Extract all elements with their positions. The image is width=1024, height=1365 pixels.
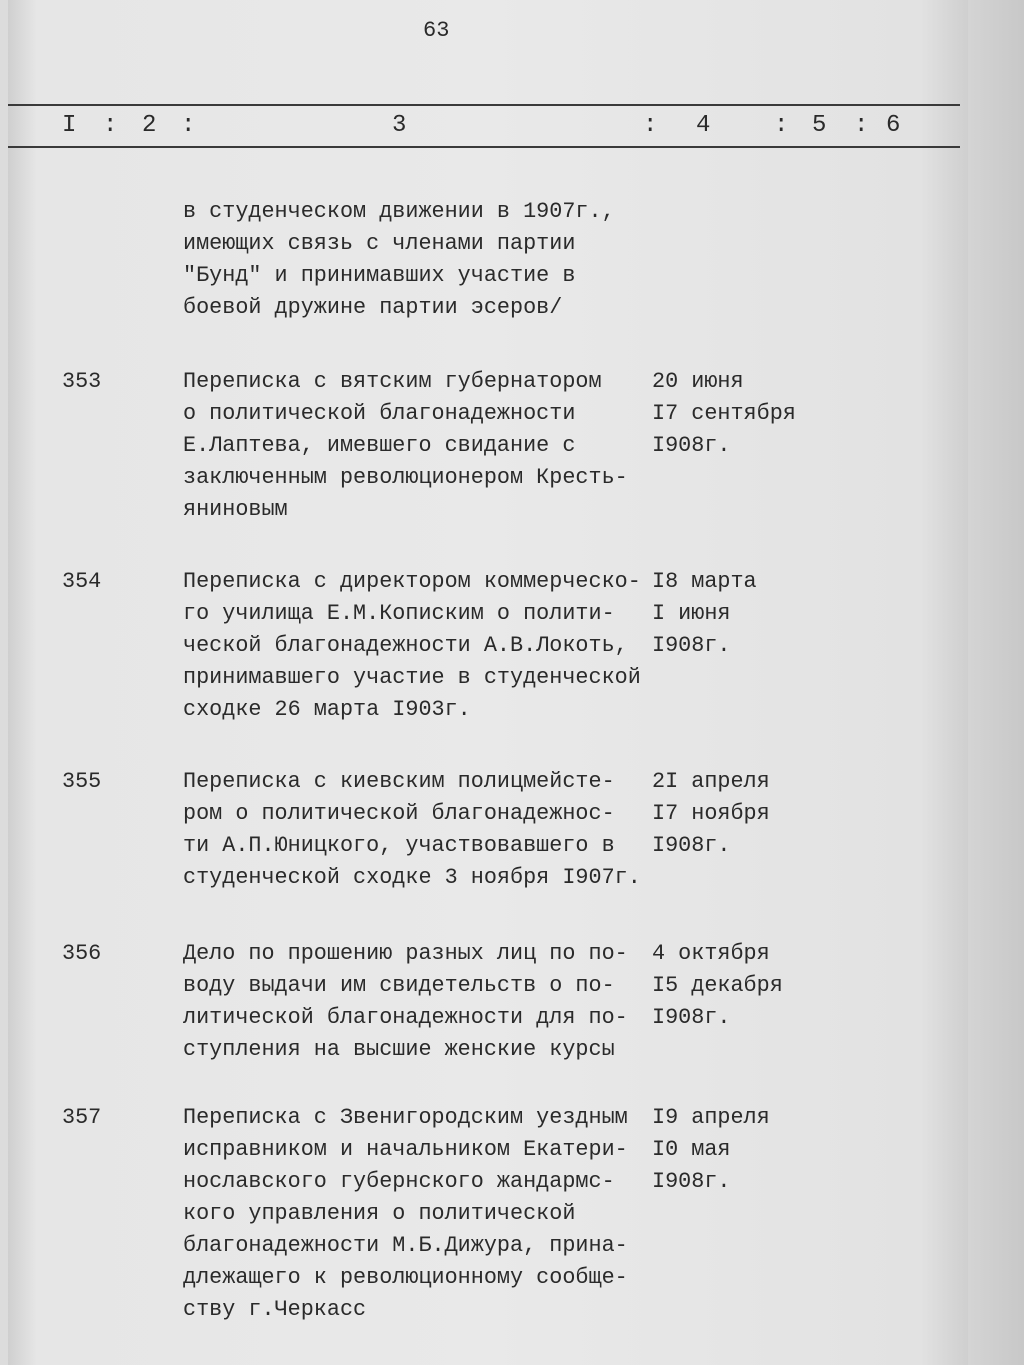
text-line: ти А.П.Юницкого, участвовавшего в: [183, 833, 615, 858]
text-line: имеющих связь с членами партии: [183, 231, 576, 256]
text-line: принимавшего участие в студенческой: [183, 665, 641, 690]
date-year: I908г.: [652, 1169, 731, 1194]
column-header-1: I: [62, 112, 77, 139]
entry-number: 353: [62, 369, 102, 394]
text-line: сходке 26 марта I903г.: [183, 697, 471, 722]
date-end: I июня: [652, 601, 731, 626]
text-line: Переписка с Звенигородским уездным: [183, 1105, 628, 1130]
text-line: о политической благонадежности: [183, 401, 576, 426]
column-header-2: 2: [142, 112, 157, 139]
column-header-3: 3: [392, 112, 407, 139]
entry-dates: [652, 766, 770, 862]
entry-description: [183, 938, 628, 1066]
text-line: в студенческом движении в 1907г.,: [183, 199, 615, 224]
text-line: го училища Е.М.Кописким о полити-: [183, 601, 615, 626]
entry-dates: [652, 1102, 770, 1198]
text-line: заключенным революционером Кресть-: [183, 465, 628, 490]
column-header-6: 6: [886, 112, 901, 139]
date-year: I908г.: [652, 633, 731, 658]
text-line: длежащего к революционному сообще-: [183, 1265, 628, 1290]
date-year: I908г.: [652, 433, 731, 458]
text-line: ческой благонадежности А.В.Локоть,: [183, 633, 628, 658]
header-rule-bottom: [8, 146, 960, 148]
date-end: I7 сентября: [652, 401, 796, 426]
text-line: ступления на высшие женские курсы: [183, 1037, 615, 1062]
date-end: I0 мая: [652, 1137, 731, 1162]
date-start: 20 июня: [652, 369, 744, 394]
entry-description: [183, 766, 641, 894]
text-line: Переписка с вятским губернатором: [183, 369, 602, 394]
entry-number: 357: [62, 1105, 102, 1130]
column-header-5: 5: [812, 112, 827, 139]
entry-description: [183, 366, 628, 526]
date-year: I908г.: [652, 833, 731, 858]
text-line: Переписка с киевским полицмейсте-: [183, 769, 615, 794]
text-line: ром о политической благонадежнос-: [183, 801, 615, 826]
text-line: студенческой сходке 3 ноября I907г.: [183, 865, 641, 890]
text-line: Переписка с директором коммерческо-: [183, 569, 641, 594]
date-start: I9 апреля: [652, 1105, 770, 1130]
text-line: благонадежности М.Б.Дижура, прина-: [183, 1233, 628, 1258]
text-line: боевой дружине партии эсеров/: [183, 295, 563, 320]
entry-number: 355: [62, 769, 102, 794]
header-rule-top: [8, 104, 960, 106]
entry-dates: [652, 366, 796, 462]
page-edge: [968, 0, 1024, 1365]
date-end: I7 ноября: [652, 801, 770, 826]
text-line: Дело по прошению разных лиц по по-: [183, 941, 628, 966]
entry-description: [183, 1102, 628, 1326]
page-number: 63: [423, 18, 450, 43]
date-end: I5 декабря: [652, 973, 783, 998]
text-line: "Бунд" и принимавших участие в: [183, 263, 576, 288]
column-separator: :: [854, 112, 869, 139]
text-line: литической благонадежности для по-: [183, 1005, 628, 1030]
entry-number: 354: [62, 569, 102, 594]
column-separator: :: [643, 112, 658, 139]
text-line: воду выдачи им свидетельств о по-: [183, 973, 615, 998]
text-line: кого управления о политической: [183, 1201, 576, 1226]
column-separator: :: [103, 112, 118, 139]
date-start: 4 октября: [652, 941, 770, 966]
text-line: Е.Лаптева, имевшего свидание с: [183, 433, 576, 458]
continuation-text: [183, 196, 615, 324]
entry-dates: [652, 938, 783, 1034]
date-start: I8 марта: [652, 569, 757, 594]
entry-dates: [652, 566, 757, 662]
text-line: яниновым: [183, 497, 288, 522]
column-separator: :: [181, 112, 196, 139]
text-line: исправником и начальником Екатери-: [183, 1137, 628, 1162]
date-start: 2I апреля: [652, 769, 770, 794]
text-line: ству г.Черкасс: [183, 1297, 367, 1322]
entry-description: [183, 566, 641, 726]
text-line: нославского губернского жандармс-: [183, 1169, 615, 1194]
column-header-4: 4: [696, 112, 711, 139]
column-separator: :: [774, 112, 789, 139]
entry-number: 356: [62, 941, 102, 966]
date-year: I908г.: [652, 1005, 731, 1030]
